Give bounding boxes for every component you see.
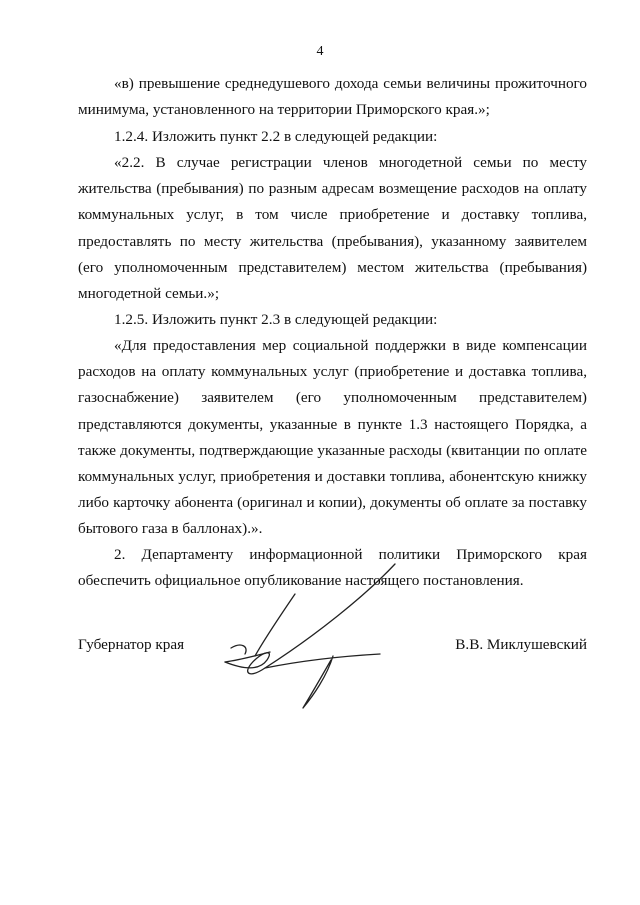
- paragraph-1-2-4-heading: 1.2.4. Изложить пункт 2.2 в следующей редакции:: [114, 128, 438, 145]
- paragraph-section-2: 2. Департаменту информационной политики Приморского края обеспечить официальное опубликование настоящего постановления.: [78, 546, 587, 590]
- handwritten-signature: [195, 556, 435, 716]
- paragraph-1-2-5-heading: 1.2.5. Изложить пункт 2.3 в следующей редакции:: [114, 311, 438, 328]
- paragraph-2-2-text: «2.2. В случае регистрации членов многодетной семьи по месту жительства (пребывания) по разным адресам возмещение расходов на оплату коммунальных услуг, в том числе приобретение и доставку топлива, предоставлять по месту жительства (пребывания), указанному заявителем (его уполномоченным представителем) местом жительства (пребывания) многодетной семьи.»;: [78, 154, 587, 303]
- paragraph-amendment-v: «в) превышение среднедушевого дохода семьи величины прожиточного минимума, установленного на территории Приморского края.»;: [78, 75, 587, 119]
- paragraph-2-3-text: «Для предоставления мер социальной поддержки в виде компенсации расходов на оплату коммунальных услуг (приобретение и доставка топлива, газоснабжение) заявителем (его уполномоченным представителем) представляются документы, указанные в пункте 1.3 настоящего Порядка, а также документы, подтверждающие указанные расходы (квитанции по оплате коммунальных услуг, приобретения и доставки топлива, абонентскую книжку либо карточку абонента (оригинал и копии), документы об оплате за поставку бытового газа в баллонах).».: [78, 337, 587, 538]
- signatory-name: В.В. Миклушевский: [455, 636, 587, 653]
- page-number: 4: [316, 44, 324, 59]
- signatory-title: Губернатор края: [78, 636, 185, 653]
